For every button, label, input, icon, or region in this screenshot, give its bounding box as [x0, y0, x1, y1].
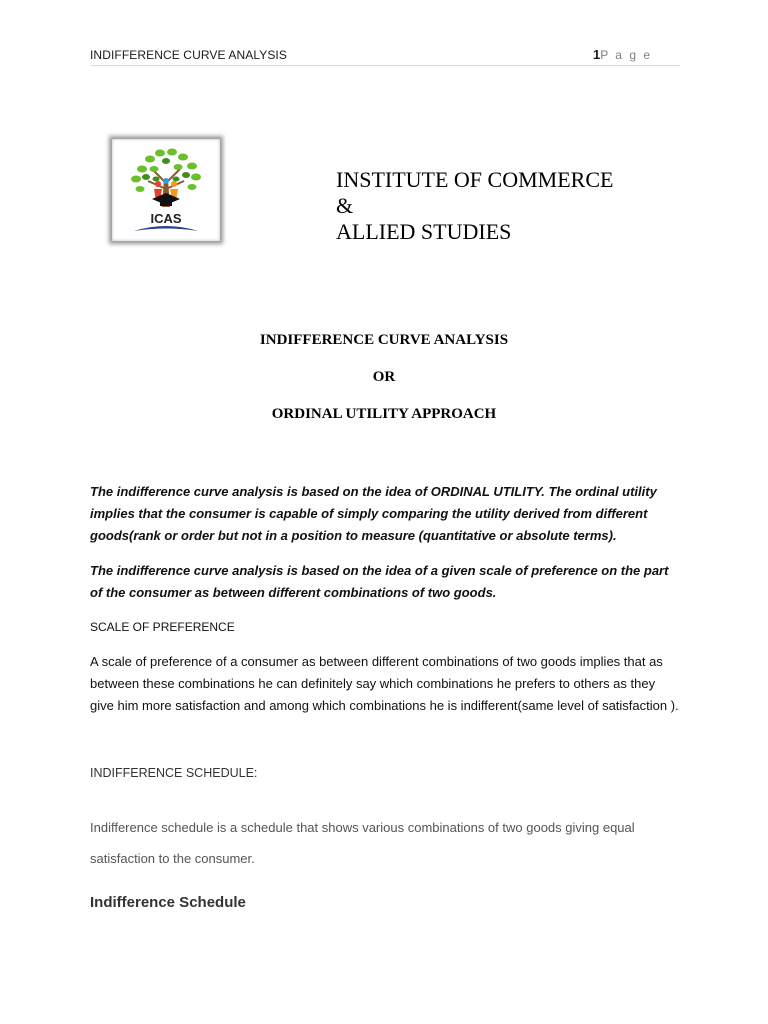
heading-scale-of-preference: SCALE OF PREFERENCE	[90, 620, 235, 634]
document-subtitle: ORDINAL UTILITY APPROACH	[271, 406, 497, 422]
logo-text: ICAS	[150, 211, 182, 226]
paragraph-ordinal-utility: The indifference curve analysis is based on the idea of ORDINAL UTILITY. The ordinal utility implies that the consumer is capable of simply comparing the utility derived from different goods(rank or order but not in a position to measure (quantitative or absolute terms).	[90, 484, 657, 543]
institute-line-2: &	[336, 193, 354, 218]
page-number-label	[593, 47, 652, 62]
page-header	[90, 47, 680, 66]
institute-line-1: INSTITUTE OF COMMERCE	[336, 167, 614, 192]
institute-name	[336, 167, 613, 245]
icas-logo-icon	[112, 139, 220, 241]
section-title-indifference-schedule: Indifference Schedule	[90, 894, 246, 911]
document-title: INDIFFERENCE CURVE ANALYSIS	[259, 332, 509, 348]
institute-line-3: ALLIED STUDIES	[336, 219, 512, 244]
document-title-or: OR	[372, 369, 396, 385]
paragraph-schedule-definition: Indifference schedule is a schedule that shows various combinations of two goods giving equal satisfaction to the consumer.	[90, 820, 635, 866]
heading-indifference-schedule: INDIFFERENCE SCHEDULE:	[90, 766, 258, 780]
paragraph-scale-definition: A scale of preference of a consumer as between different combinations of two goods implies that as between these combinations he can definitely say which combinations he prefers to others as they give him more satisfaction and among which combinations he is indifferent(same level of satisfaction ).	[90, 654, 679, 713]
paragraph-scale-idea: The indifference curve analysis is based on the idea of a given scale of preference on the part of the consumer as between different combinations of two goods.	[90, 563, 669, 600]
page-word: P a g e	[600, 48, 652, 62]
running-title: INDIFFERENCE CURVE ANALYSIS	[90, 48, 287, 62]
page-number: 1	[592, 47, 601, 62]
icas-logo	[112, 139, 220, 241]
